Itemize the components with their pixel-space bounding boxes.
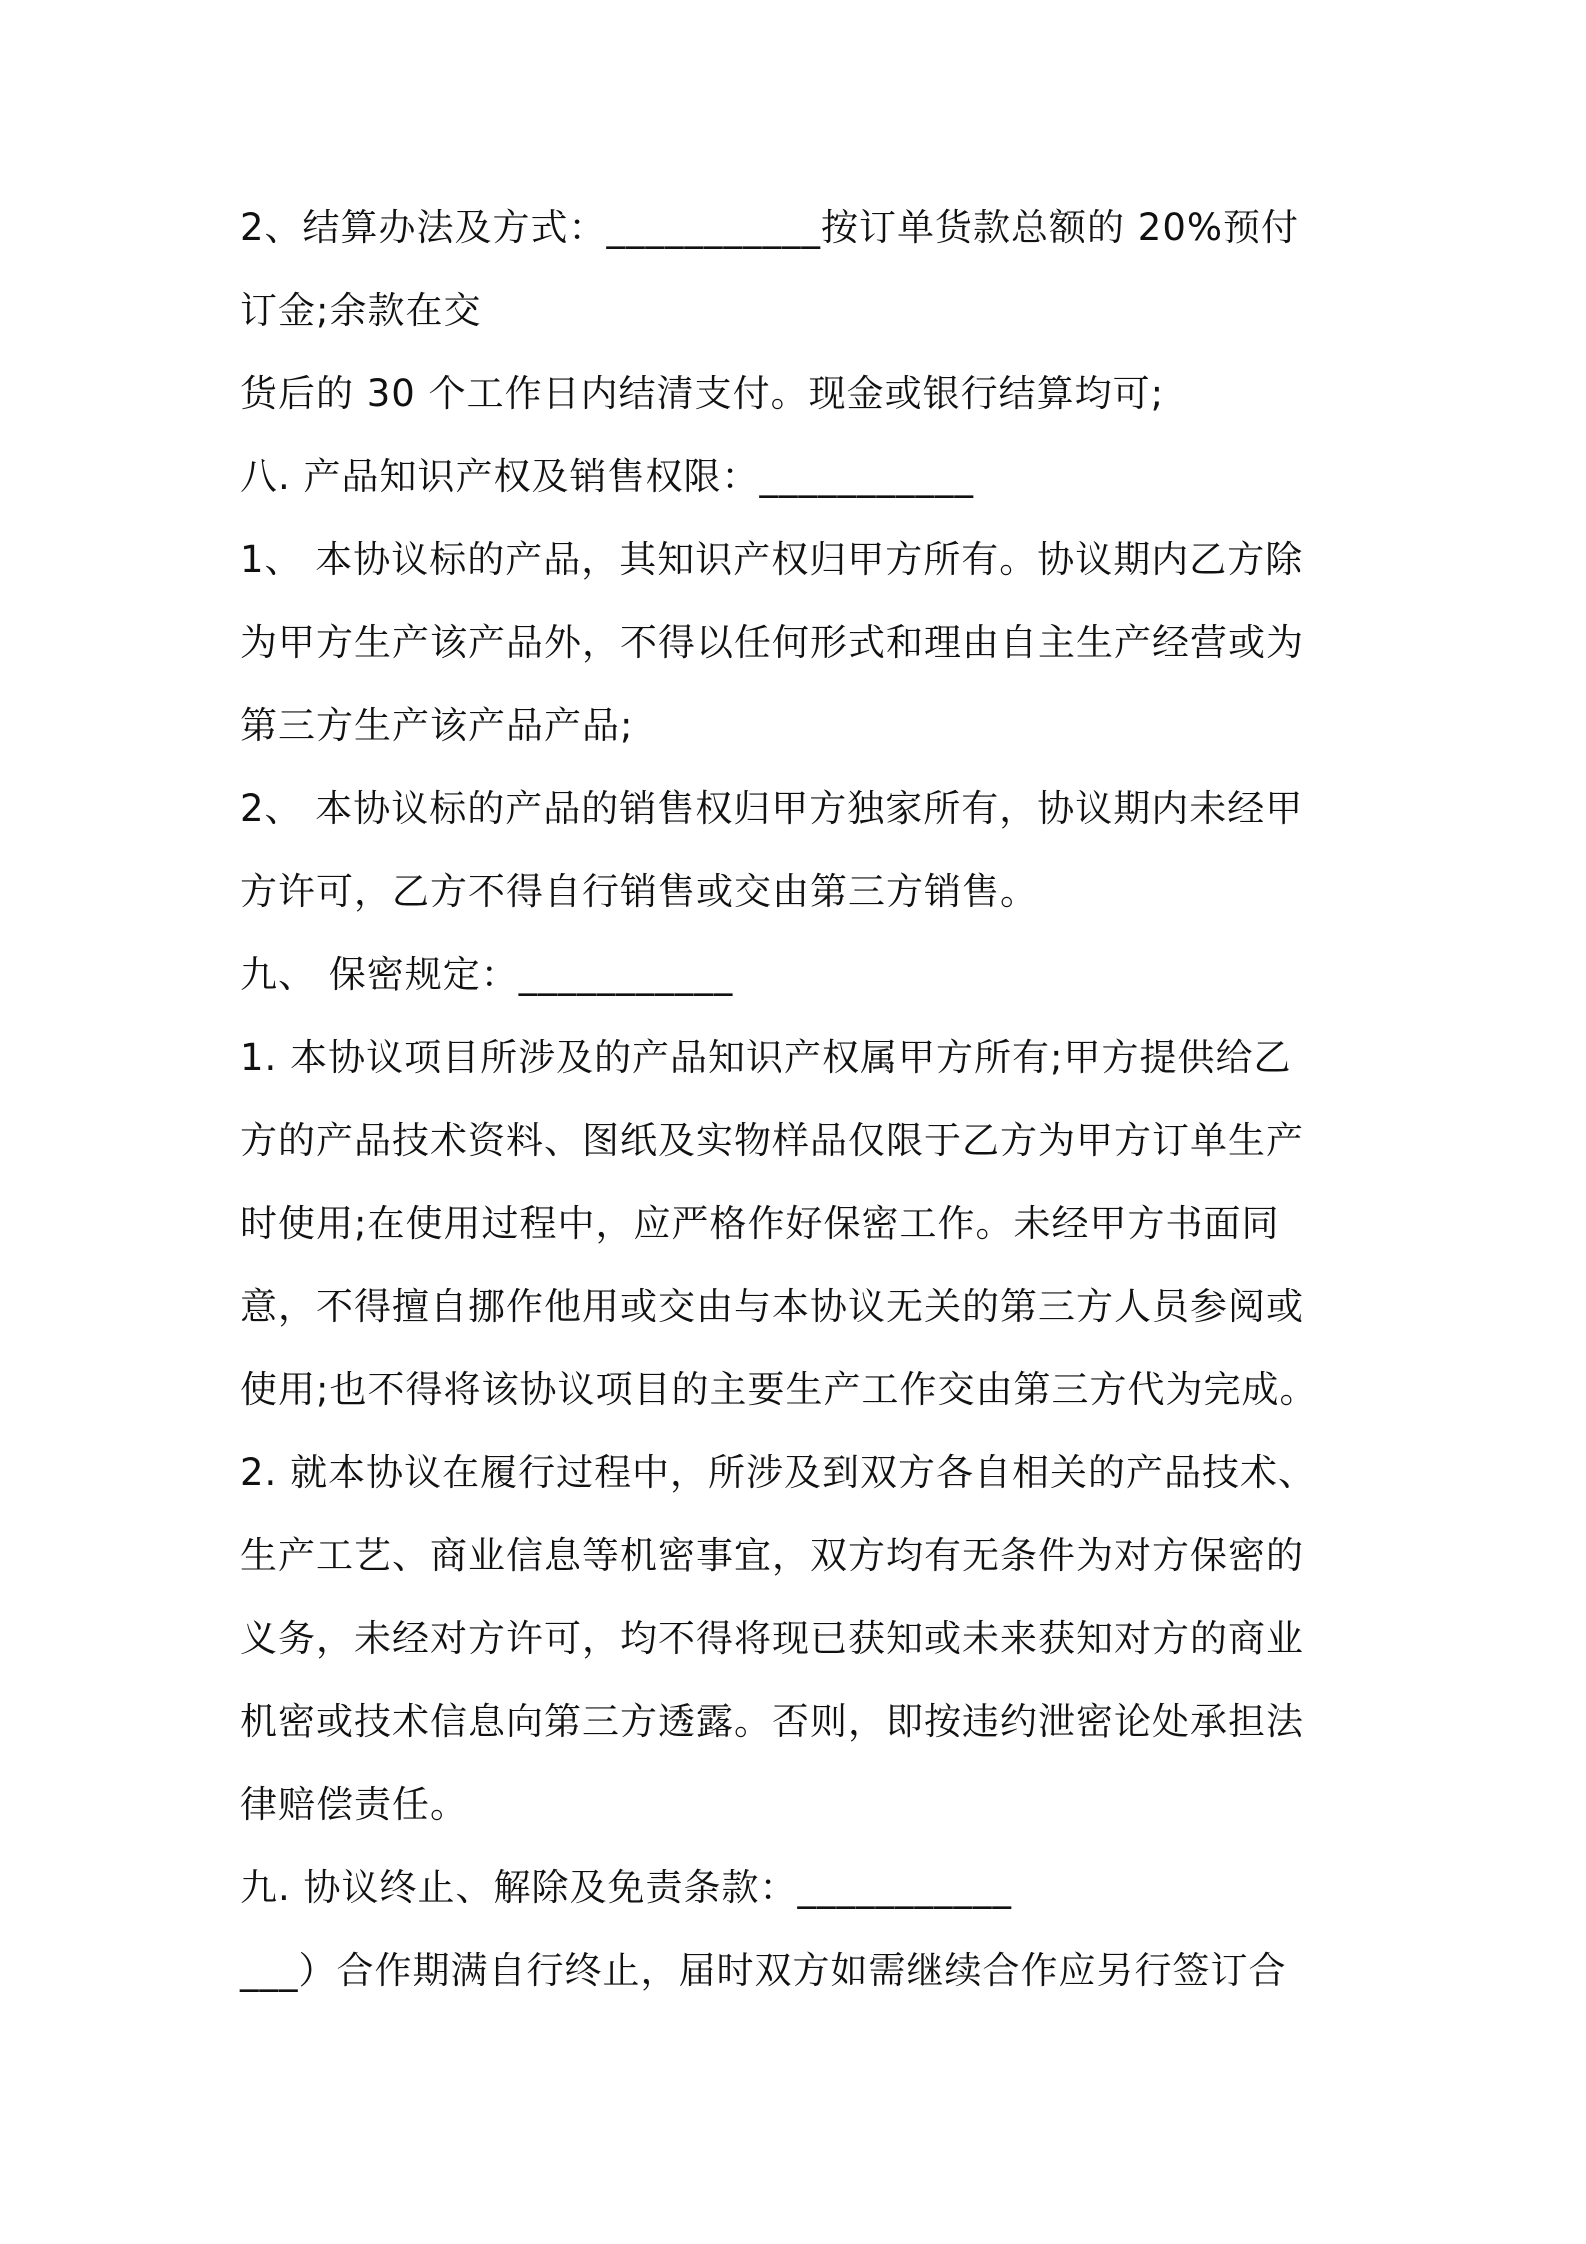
- termination-clause-line-1: ___）合作期满自行终止，届时双方如需继续合作应另行签订合: [240, 1949, 1287, 1992]
- confidentiality-clause-1-line-3: 时使用;在使用过程中，应严格作好保密工作。未经甲方书面同: [240, 1202, 1280, 1245]
- payment-terms-line: 货后的 30 个工作日内结清支付。现金或银行结算均可;: [240, 372, 1165, 415]
- confidentiality-clause-2-line-5: 律赔偿责任。: [240, 1783, 468, 1826]
- confidentiality-clause-2-line-3: 义务，未经对方许可，均不得将现已获知或未来获知对方的商业: [240, 1617, 1304, 1660]
- section-9-termination-heading: 九. 协议终止、解除及免责条款：___________: [240, 1866, 1013, 1909]
- section-9-confidentiality-heading: 九、 保密规定：___________: [240, 953, 734, 996]
- deposit-line: 订金;余款在交: [240, 289, 482, 332]
- confidentiality-clause-2-line-1: 2. 就本协议在履行过程中，所涉及到双方各自相关的产品技术、: [240, 1451, 1317, 1494]
- ip-clause-1-line-2: 为甲方生产该产品外，不得以任何形式和理由自主生产经营或为: [240, 621, 1304, 664]
- section-8-heading: 八. 产品知识产权及销售权限：___________: [240, 455, 975, 498]
- confidentiality-clause-1-line-2: 方的产品技术资料、图纸及实物样品仅限于乙方为甲方订单生产: [240, 1119, 1304, 1162]
- settlement-method-line: 2、结算办法及方式：___________按订单货款总额的 20%预付: [240, 206, 1300, 249]
- confidentiality-clause-2-line-2: 生产工艺、商业信息等机密事宜，双方均有无条件为对方保密的: [240, 1534, 1304, 1577]
- ip-clause-2-line-1: 2、 本协议标的产品的销售权归甲方独家所有，协议期内未经甲: [240, 787, 1304, 830]
- confidentiality-clause-1-line-5: 使用;也不得将该协议项目的主要生产工作交由第三方代为完成。: [240, 1368, 1318, 1411]
- confidentiality-clause-2-line-4: 机密或技术信息向第三方透露。否则，即按违约泄密论处承担法: [240, 1700, 1304, 1743]
- ip-clause-2-line-2: 方许可，乙方不得自行销售或交由第三方销售。: [240, 870, 1038, 913]
- confidentiality-clause-1-line-1: 1. 本协议项目所涉及的产品知识产权属甲方所有;甲方提供给乙: [240, 1036, 1292, 1079]
- confidentiality-clause-1-line-4: 意，不得擅自挪作他用或交由与本协议无关的第三方人员参阅或: [240, 1285, 1304, 1328]
- ip-clause-1-line-3: 第三方生产该产品产品;: [240, 704, 634, 747]
- ip-clause-1-line-1: 1、 本协议标的产品，其知识产权归甲方所有。协议期内乙方除: [240, 538, 1304, 581]
